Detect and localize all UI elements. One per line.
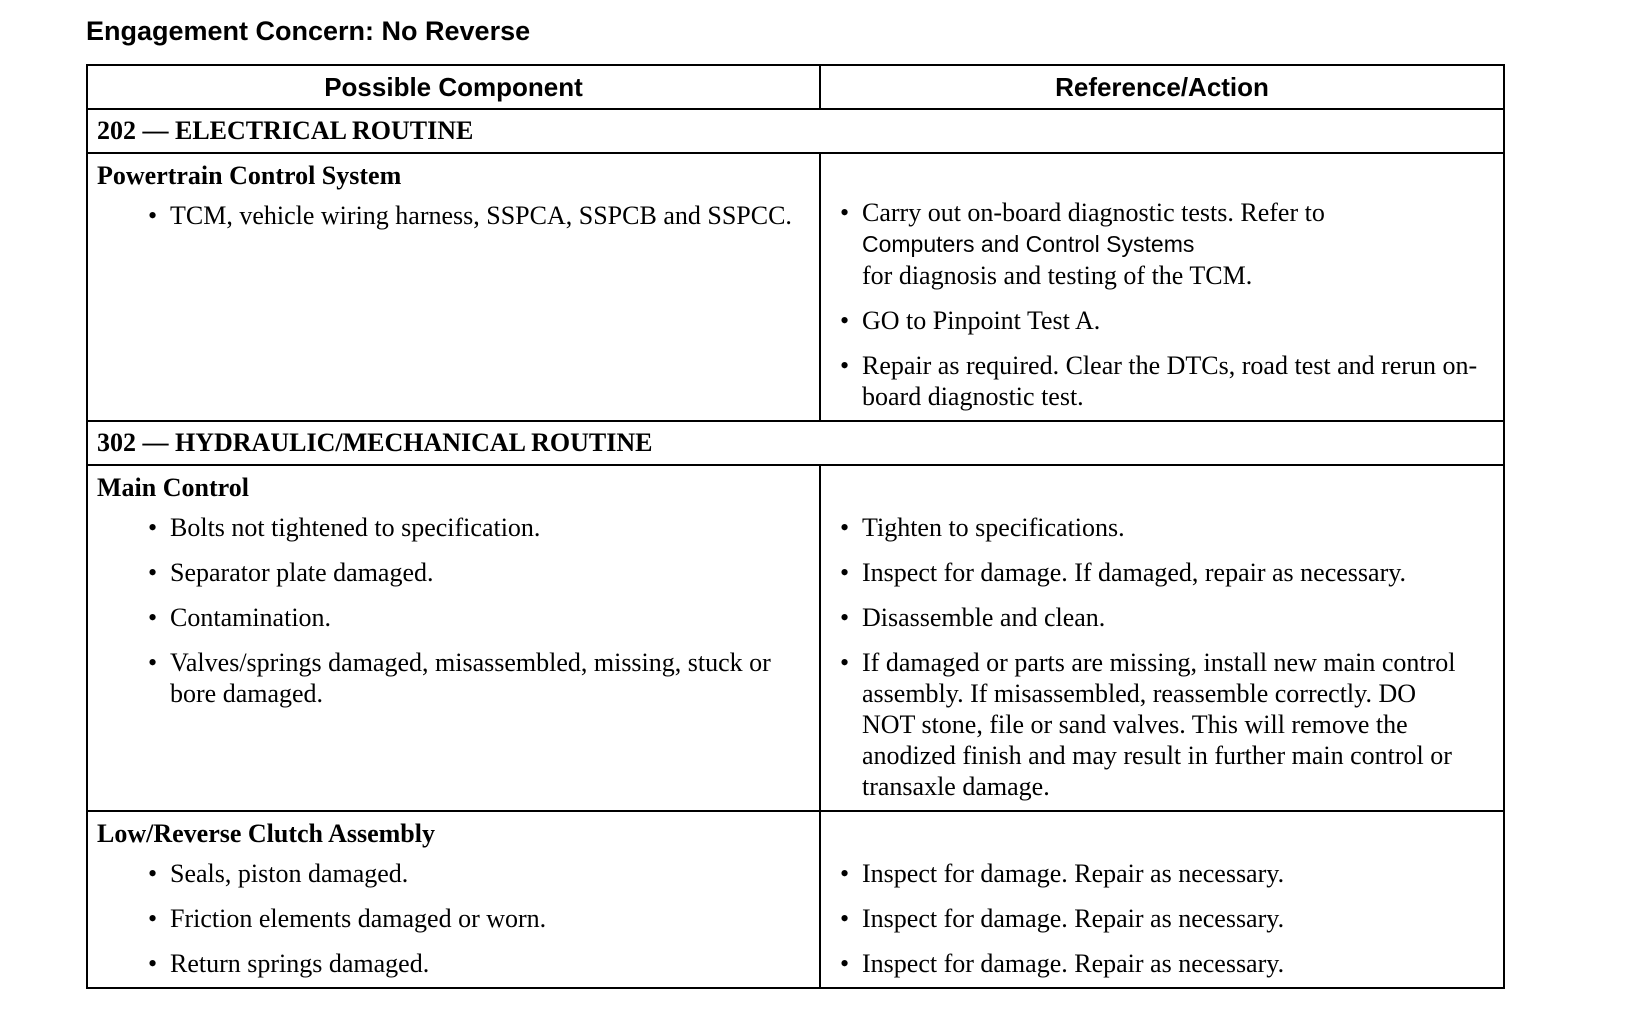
list-item: • Inspect for damage. If damaged, repair as necessary. [840,558,1407,587]
header-row [87,65,1504,109]
list-item: • Tighten to specifications. [840,513,1125,542]
list-item: • TCM, vehicle wiring harness, SSPCA, SSPCB and SSPCC. [148,201,792,230]
list-item: • Disassemble and clean. [840,603,1106,632]
list-item: • Carry out on-board diagnostic tests. Refer to Computers and Control Systems for diagnosis and testing of the TCM. [840,198,1325,290]
list-item: • Separator plate damaged. [148,558,434,587]
list-item: • Inspect for damage. Repair as necessary. [840,904,1285,933]
reference-link[interactable]: Computers and Control Systems [862,231,1195,257]
group-row [87,465,1504,811]
action-list [821,197,1503,412]
action-cell [820,153,1504,421]
component-cell [87,153,820,421]
list-item: • Bolts not tightened to specification. [148,513,541,542]
column-header-action: Reference/Action [820,65,1504,109]
list-item: • Inspect for damage. Repair as necessary. [840,949,1285,978]
section-label: 302 — HYDRAULIC/MECHANICAL ROUTINE [87,421,1504,465]
list-item: • Inspect for damage. Repair as necessary. [840,859,1285,888]
component-list [88,512,819,709]
column-header-component: Possible Component [87,65,820,109]
list-item: • Contamination. [148,603,332,632]
group-title: Low/Reverse Clutch Assembly [97,819,435,848]
action-cell [820,465,1504,811]
page-title: Engagement Concern: No Reverse [86,16,531,46]
action-list [821,858,1503,979]
list-item: • If damaged or parts are missing, install new main control assembly. If misassembled, reassemble correctly. DO NOT stone, file or sand valves. This will remove the anodized finish and may result in further main control or transaxle damage. [840,648,1456,801]
section-row [87,109,1504,153]
section-label: 202 — ELECTRICAL ROUTINE [87,109,1504,153]
component-cell [87,811,820,988]
action-list [821,512,1503,802]
section-row [87,421,1504,465]
group-title: Powertrain Control System [97,161,402,190]
list-item: • Friction elements damaged or worn. [148,904,547,933]
component-cell [87,465,820,811]
list-item: • Valves/springs damaged, misassembled, missing, stuck or bore damaged. [148,648,771,708]
group-row [87,811,1504,988]
action-cell [820,811,1504,988]
diagnosis-table [86,64,1505,989]
list-item: • Return springs damaged. [148,949,430,978]
list-item: • Seals, piston damaged. [148,859,409,888]
list-item: • Repair as required. Clear the DTCs, road test and rerun on-board diagnostic test. [840,351,1478,411]
component-list [88,200,819,231]
group-row [87,153,1504,421]
component-list [88,858,819,979]
group-title: Main Control [97,473,249,502]
list-item: • GO to Pinpoint Test A. [840,306,1101,335]
